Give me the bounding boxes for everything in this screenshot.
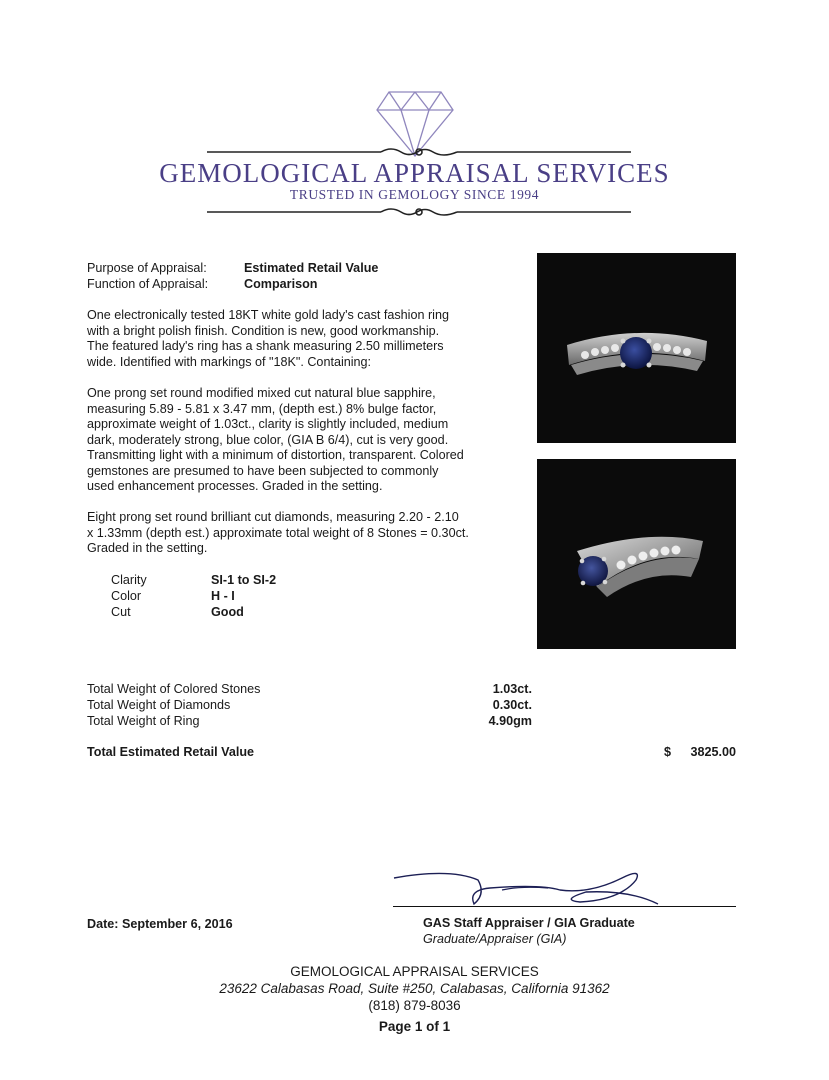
sapphire-description (87, 386, 517, 495)
brand-name: GEMOLOGICAL APPRAISAL SERVICES (159, 158, 670, 188)
description-line: with a bright polish finish. Condition is new, good workmanship. (87, 323, 440, 338)
description-line: used enhancement processes. Graded in the setting. (87, 479, 383, 493)
footer-company: GEMOLOGICAL APPRAISAL SERVICES (290, 964, 539, 979)
total-ring-weight-value: 4.90gm (488, 714, 532, 728)
page-number: Page 1 of 1 (378, 1019, 451, 1034)
total-diamonds-label: Total Weight of Diamonds (87, 698, 231, 712)
footer-address: 23622 Calabasas Road, Suite #250, Calabasas, California 91362 (219, 981, 610, 996)
description-line: gemstones are presumed to have been subjected to commonly (87, 463, 439, 478)
description-line: Eight prong set round brilliant cut diamonds, measuring 2.20 - 2.10 (87, 510, 459, 524)
description-line: One prong set round modified mixed cut natural blue sapphire, (87, 386, 436, 400)
diamond-description (87, 510, 517, 557)
color-label: Color (111, 589, 142, 603)
description-line: wide. Identified with markings of "18K". Containing: (87, 354, 372, 369)
description-line: The featured lady's ring has a shank measuring 2.50 millimeters (87, 339, 444, 353)
description-line: One electronically tested 18KT white gold lady's cast fashion ring (87, 308, 449, 322)
cut-value: Good (211, 605, 244, 619)
total-colored-stones-value: 1.03ct. (492, 682, 532, 696)
currency-symbol: $ (664, 745, 672, 759)
total-colored-stones-label: Total Weight of Colored Stones (87, 682, 261, 696)
description-line: Graded in the setting. (87, 541, 208, 555)
description-line: approximate weight of 1.03ct., clarity is slightly included, medium (87, 417, 449, 431)
function-label: Function of Appraisal: (87, 277, 209, 291)
description-line: measuring 5.89 - 5.81 x 3.47 mm, (depth est.) 8% bulge factor, (87, 401, 437, 416)
total-ring-weight-label: Total Weight of Ring (87, 714, 200, 728)
clarity-value: SI-1 to SI-2 (211, 573, 277, 587)
ring-description (87, 308, 517, 370)
appraiser-subtitle: Graduate/Appraiser (GIA) (423, 932, 567, 946)
appraisal-date: Date: September 6, 2016 (87, 917, 233, 931)
description-line: x 1.33mm (depth est.) approximate total weight of 8 Stones = 0.30ct. (87, 525, 469, 540)
description-line: dark, moderately strong, blue color, (GIA B 6/4), cut is very good. (87, 432, 449, 447)
purpose-label: Purpose of Appraisal: (87, 261, 207, 275)
color-value: H - I (211, 589, 235, 603)
retail-value-amount: 3825.00 (690, 745, 736, 759)
brand-tagline: TRUSTED IN GEMOLOGY SINCE 1994 (289, 187, 540, 202)
ring-photo-angle (537, 459, 736, 649)
retail-value-label: Total Estimated Retail Value (87, 745, 255, 759)
cut-label: Cut (111, 605, 131, 619)
appraiser-title: GAS Staff Appraiser / GIA Graduate (423, 916, 635, 930)
footer-phone: (818) 879-8036 (368, 998, 461, 1013)
purpose-value: Estimated Retail Value (244, 261, 379, 275)
clarity-label: Clarity (111, 573, 147, 587)
signature-line (393, 906, 736, 907)
appraiser-signature (390, 860, 690, 910)
total-diamonds-value: 0.30ct. (492, 698, 532, 712)
ring-photo-front (537, 253, 736, 443)
description-line: Transmitting light with a minimum of distortion, transparent. Colored (87, 448, 464, 462)
function-value: Comparison (244, 277, 318, 291)
